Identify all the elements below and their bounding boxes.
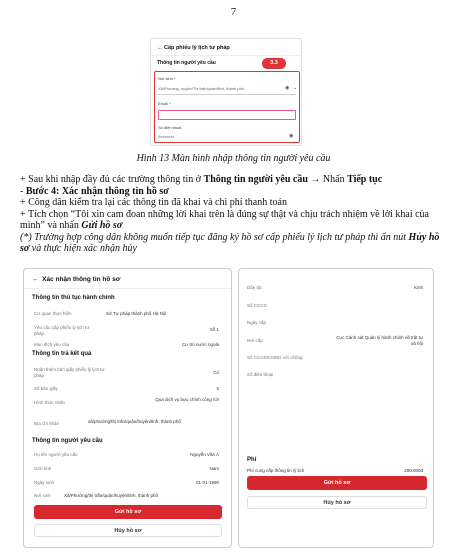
fee-label: Phí cung cấp thông tin lý lịch — [247, 468, 305, 473]
chevron-down-icon[interactable]: ⌄ — [293, 85, 298, 91]
phone-field[interactable]: 0xxxxxxx — [158, 134, 175, 139]
row-label: Mục đích yêu cầu — [34, 342, 70, 347]
instructions — [20, 174, 450, 255]
field-birthplace[interactable]: Xã/Phường, huyện/Thị trấn/quận/tỉnh, thành phố — [158, 86, 245, 91]
row-label: Ngày sinh — [34, 480, 55, 485]
eye-icon[interactable]: ◉ — [289, 133, 294, 139]
row-label: Ngày cấp — [247, 320, 267, 325]
screen-title: Xác nhận thông tin hồ sơ — [42, 276, 121, 283]
row-value: 5 — [216, 386, 219, 391]
row-label: Số bản giấy — [34, 386, 58, 391]
field-label-birthplace: Nơi sinh * — [158, 76, 176, 81]
field-label-email: Email * — [158, 101, 171, 106]
field-label-phone: Số điện thoại — [158, 125, 182, 130]
section-title: Thông tin trả kết quả — [32, 351, 92, 357]
row-label: Nơi sinh — [34, 493, 51, 498]
line-3: + Công dân kiểm tra lại các thông tin đã khai và chi phí thanh toán — [20, 197, 287, 208]
screen-title: Cấp phiếu lý lịch tư pháp — [164, 45, 230, 51]
email-field[interactable] — [158, 110, 296, 120]
row-value: Nguyễn Văn A — [190, 452, 219, 457]
cancel-button[interactable]: Hủy hồ sơ — [247, 496, 427, 509]
row-value: Cư trú nước ngoài — [182, 342, 219, 347]
row-value: Kinh — [413, 285, 423, 290]
line-4: + Tích chọn “Tôi xin cam đoan những lời khai trên là đúng sự thật và chịu trách nhiệm về lời khai của mình” và nhấn Gửi hồ sơ — [20, 208, 429, 231]
fee-heading: Phí — [247, 457, 257, 463]
line-5: (*) Trường hợp công dân không muốn tiếp tục đăng ký hồ sơ cấp phiếu lý lịch tư pháp thì ấn nút Hủy hồ sơ và thực hiện xác nhận hủy — [20, 231, 440, 254]
row-label: Dân tộc — [247, 285, 263, 290]
row-value: xã/phường/thị trấn/quận/huyện/tỉnh, thành phố — [88, 419, 181, 424]
line-2: - Bước 4: Xác nhận thông tin hồ sơ — [20, 185, 169, 197]
screen-header — [24, 269, 231, 289]
highlight-box — [154, 71, 300, 143]
row-label: Hình thức nhận — [34, 400, 66, 405]
row-label: Số CCCD — [247, 303, 267, 308]
row-value: Sở Tư pháp thành phố Hà Nội — [106, 311, 167, 316]
back-arrow-icon[interactable]: ← — [157, 45, 163, 51]
eye-icon[interactable]: ◉ — [285, 85, 290, 91]
row-value: Có — [213, 370, 219, 375]
page-number: 7 — [230, 6, 237, 18]
step-badge: 3.3 — [262, 58, 286, 69]
section-title: Thông tin thủ tục hành chính — [32, 295, 115, 301]
figure-caption: Hình 13 Màn hình nhập thông tin người yêu cầu — [136, 153, 331, 164]
section-title: Thông tin người yêu cầu — [32, 438, 103, 444]
row-label: Nơi cấp — [247, 338, 263, 343]
screen-header — [151, 39, 301, 56]
row-label: Cơ quan thực hiện — [34, 311, 72, 316]
screenshot-confirm-left — [23, 268, 232, 548]
cancel-button[interactable]: Hủy hồ sơ — [34, 524, 222, 537]
row-value: Số 1 — [209, 327, 219, 332]
row-label: Giới tính — [34, 466, 52, 471]
row-value: Cục Cảnh sát Quản lý hành chính về trật tự xã hội — [336, 335, 423, 346]
submit-button[interactable]: Gửi hồ sơ — [34, 505, 222, 519]
row-label: Số điện thoại — [247, 372, 274, 377]
screenshot-confirm-right — [238, 268, 434, 548]
screenshot-requester-info — [150, 38, 302, 146]
row-label: Nhận thêm bản giấy phiếu lý lịch tư pháp — [34, 367, 105, 378]
row-value: 01-01-1990 — [195, 480, 219, 485]
back-arrow-icon[interactable]: ← — [32, 276, 39, 283]
row-label: Số CCCD/CMND với chồng — [247, 355, 303, 360]
row-label: Yêu cầu cấp phiếu lý lịch tư pháp — [34, 325, 90, 336]
submit-button[interactable]: Gửi hồ sơ — [247, 476, 427, 490]
row-value: Qua dịch vụ bưu chính công ích — [155, 397, 219, 402]
section-title: Thông tin người yêu cầu — [157, 60, 216, 66]
divider — [158, 94, 296, 95]
line-1: + Sau khi nhập đầy đủ các trường thông tin ở Thông tin người yêu cầu → Nhấn Tiếp tục — [20, 174, 383, 185]
row-value: Xã/Phường/thị trấn/quận/huyện/tỉnh, thành phố — [64, 493, 159, 498]
row-value: Nam — [209, 466, 219, 471]
row-label: Địa chỉ nhận — [34, 421, 60, 426]
fee-value: 200.000đ — [404, 468, 423, 473]
row-label: Họ tên người yêu cầu — [34, 452, 78, 457]
